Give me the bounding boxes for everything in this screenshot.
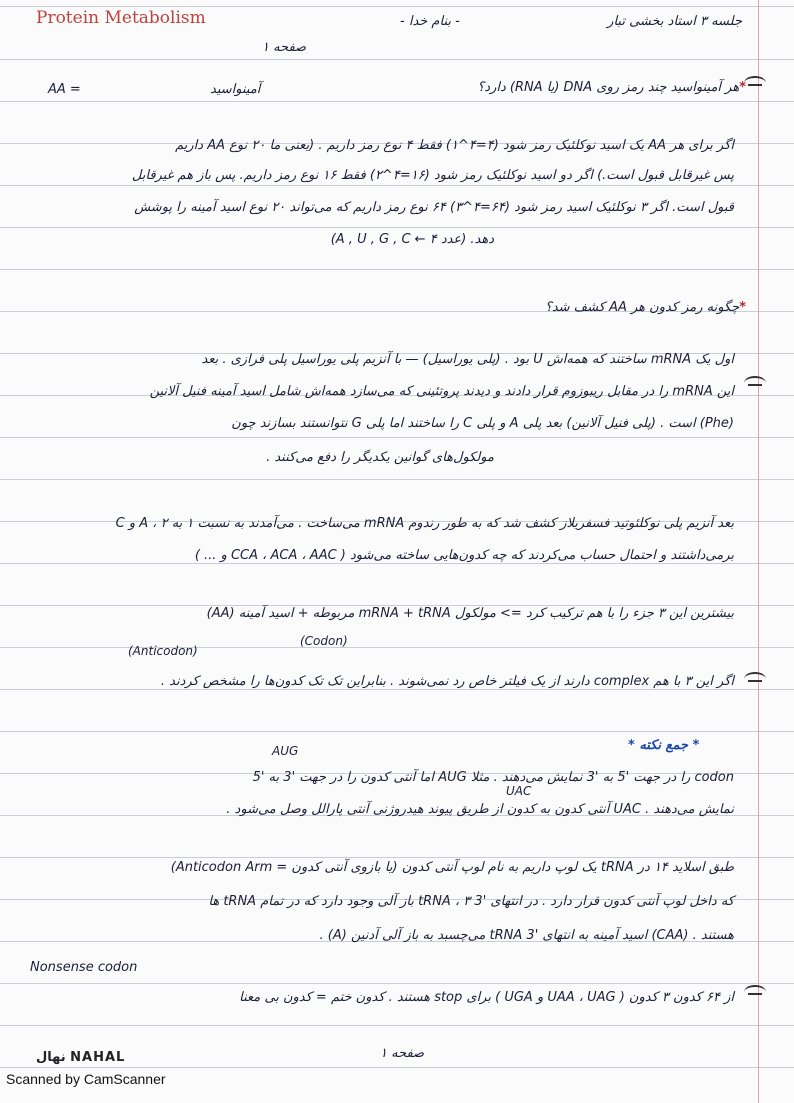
paragraph-line: طبق اسلاید ۱۴ در tRNA یک لوپ داریم به نام لوپ آنتی کدون (یا بازوی آنتی کدون = Anticodon Arm) xyxy=(170,860,734,875)
paragraph-line: codon را در جهت '5 به '3 نمایش می‌دهند . مثلا AUG اما آنتی کدون را در جهت '3 به '5 xyxy=(252,770,734,785)
binder-hole-icon xyxy=(744,672,766,686)
paragraph-line: برمی‌داشتند و احتمال حساب می‌کردند که چه کدون‌هایی ساخته می‌شود ( CCA ، ACA ، AAC و ... ) xyxy=(194,548,734,563)
nonsense-codon-label: Nonsense codon xyxy=(30,960,138,975)
scanner-watermark: Scanned by CamScanner xyxy=(6,1071,166,1087)
paragraph-line: مولکول‌های گوانین یکدیگر را دفع می‌کنند . xyxy=(266,450,494,465)
bismillah: - بنام خدا - xyxy=(400,14,460,29)
binder-hole-icon xyxy=(744,985,766,999)
margin-line xyxy=(758,0,759,1103)
paragraph-line: این mRNA را در مقابل ریبوزوم قرار دادند و دیدند پروتئینی که می‌سازد همه‌اش شامل اسید آمینه فنیل آلانین xyxy=(149,384,734,399)
brand-logo: نهال NAHAL xyxy=(36,1050,126,1065)
session-label: جلسه ۳ استاد بخشی تبار xyxy=(607,14,742,29)
page-label: صفحه ۱ xyxy=(262,40,307,55)
paragraph-line: قبول است. اگر ۳ نوکلئیک اسید رمز شود (۶۴=۴^۳) ۶۴ نوع رمز داریم که می‌تواند ۲۰ نوع اسید آمینه را پوشش xyxy=(134,200,734,215)
paragraph-line: بعد آنزیم پلی نوکلئوتید فسفریلاز کشف شد که به طور رندوم mRNA می‌ساخت . می‌آمدند به نسبت ۱ به ۲ ، A و C xyxy=(115,516,734,531)
paragraph-line: که داخل لوپ آنتی کدون قرار دارد . در انتهای '3 tRNA ، ۳ باز آلی وجود دارد که در تمام tRNA ها xyxy=(208,894,734,909)
anticodon-label: (Anticodon) xyxy=(128,644,198,658)
paragraph-line: اگر برای هر AA یک اسید نوکلئیک رمز شود (۴=۴^۱) فقط ۴ نوع رمز داریم . (یعنی ما ۲۰ نوع AA داریم xyxy=(175,138,734,153)
note-title: * جمع نکته * xyxy=(628,738,700,753)
uac-label: UAC xyxy=(506,784,532,798)
question-1: *هر آمینواسید چند رمز روی DNA (یا RNA) دارد؟ xyxy=(477,80,746,95)
aa-def-right: آمینواسید xyxy=(210,82,261,97)
paragraph-line: بیشترین این ۳ جزء را با هم ترکیب کرد => مولکول mRNA + tRNA مربوطه + اسید آمینه (AA) xyxy=(206,606,734,621)
aug-label: AUG xyxy=(272,744,299,758)
aa-def-left: AA = xyxy=(48,82,81,97)
paragraph-line: از ۶۴ کدون ۳ کدون ( UAA ، UAG و UGA ) برای stop هستند . کدون ختم = کدون بی معنا xyxy=(239,990,734,1005)
paragraph-line: هستند . (CAA) اسید آمینه به انتهای '3 tRNA می‌چسبد به باز آلی آدنین (A) . xyxy=(319,928,734,943)
paragraph-line: پس غیرقابل قبول است.) اگر دو اسید نوکلئیک رمز شود (۱۶=۴^۲) فقط ۱۶ نوع رمز داریم. پس باز هم غیرقابل xyxy=(131,168,734,183)
paragraph-line: (Phe) است . (پلی فنیل آلانین) بعد پلی A و پلی C را ساختند اما پلی G نتوانستند بسازند چون xyxy=(231,416,734,431)
paragraph-line: اول یک mRNA ساختند که همه‌اش U بود . (پلی یوراسیل) — با آنزیم پلی یوراسیل پلی فرازی . بعد xyxy=(201,352,734,367)
page-title-text: Protein Metabolism xyxy=(36,8,206,28)
footer-page-label: صفحه ۱ xyxy=(380,1046,425,1061)
codon-label: (Codon) xyxy=(300,634,348,648)
binder-hole-icon xyxy=(744,76,766,90)
paragraph-line: نمایش می‌دهند . UAC آنتی کدون به کدون از طریق پیوند هیدروژنی آنتی پارالل وصل می‌شود . xyxy=(226,802,734,817)
paragraph-line: اگر این ۳ با هم complex دارند از یک فیلتر خاص رد نمی‌شوند . بنابراین تک تک کدون‌ها را مشخص کردند . xyxy=(160,674,734,689)
binder-hole-icon xyxy=(744,376,766,390)
question-2: *چگونه رمز کدون هر AA کشف شد؟ xyxy=(544,300,746,315)
paragraph-line: دهد. (عدد ۴ ← A , U , G , C) xyxy=(330,232,494,247)
